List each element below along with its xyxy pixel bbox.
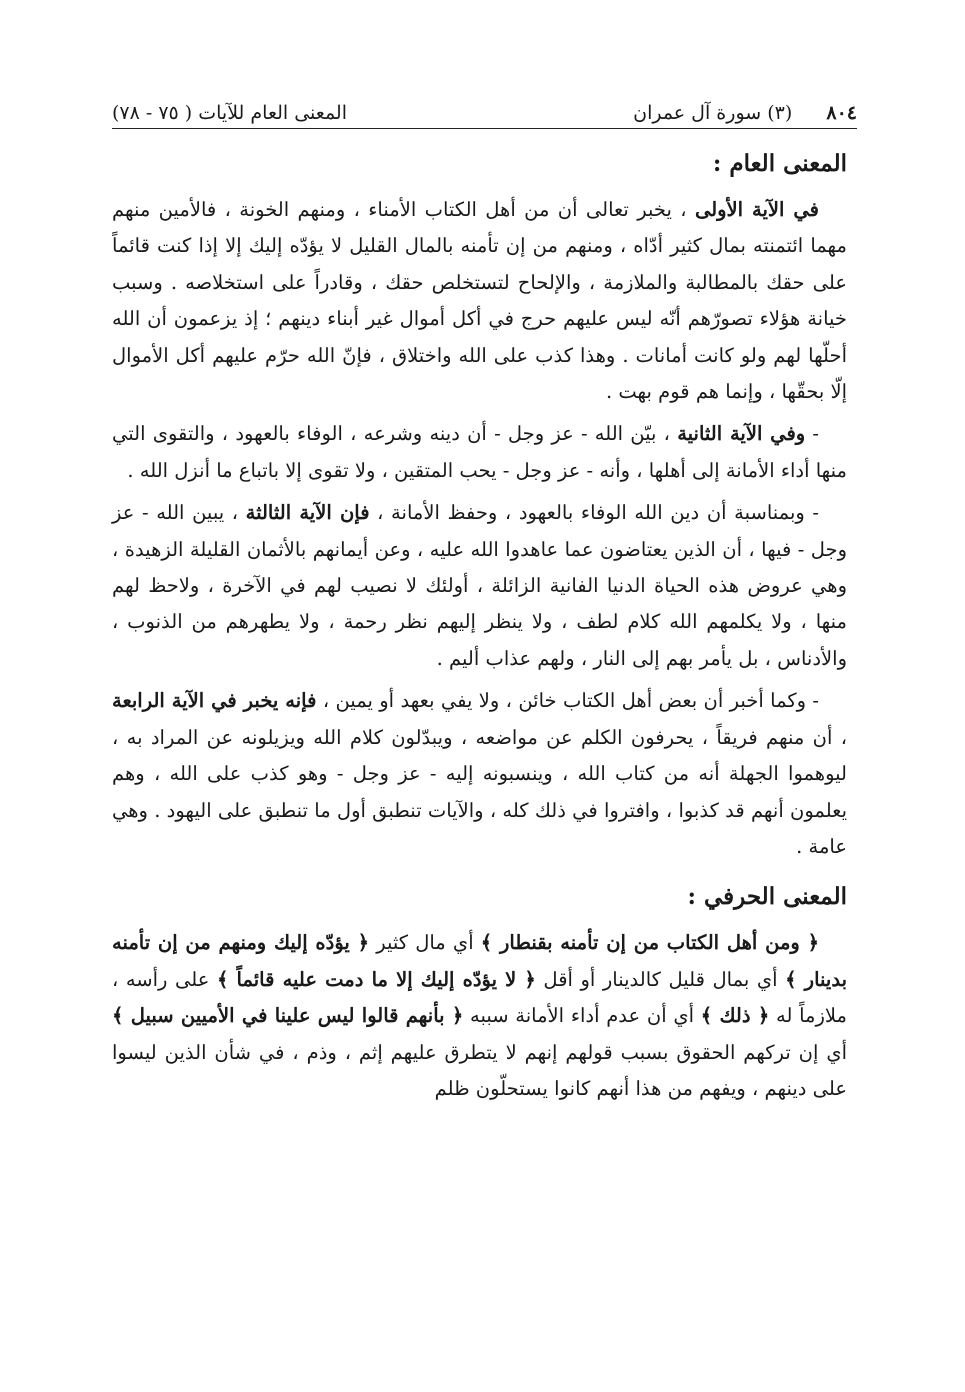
surah-name: (٣) سورة آل عمران bbox=[633, 102, 793, 124]
verse-4-label: فإنه يخبر في الآية الرابعة bbox=[112, 689, 317, 713]
explanation-4: أي أن عدم أداء الأمانة سببه bbox=[470, 1004, 695, 1028]
quran-quote-3: ﴿ لا يؤدّه إليك إلا ما دمت عليه قائماً ﴾ bbox=[216, 967, 536, 991]
paragraph-verse-4 bbox=[112, 683, 847, 865]
literal-meaning-heading: المعنى الحرفي : bbox=[687, 883, 847, 911]
verse-2-label: وفي الآية الثانية bbox=[677, 422, 806, 446]
explanation-3: على رأسه ، ملازماً له bbox=[112, 967, 847, 1028]
header-rule bbox=[112, 128, 857, 129]
quran-quote-2: ﴿ يؤدّه إليك ومنهم من إن تأمنه بدينار ﴾ bbox=[112, 931, 848, 991]
quran-quote-1: ﴿ ومن أهل الكتاب من إن تأمنه بقنطار ﴾ bbox=[480, 931, 819, 955]
page-number: ٨٠٤ bbox=[826, 102, 857, 124]
paragraph-verse-1 bbox=[112, 192, 847, 410]
header-left bbox=[112, 102, 347, 124]
verse-2-dash: - bbox=[812, 422, 820, 446]
verse-3-label: فإن الآية الثالثة bbox=[245, 501, 370, 525]
explanation-1: أي مال كثير bbox=[376, 931, 474, 955]
explanation-5: أي إن تركهم الحقوق بسبب قولهم إنهم لا يتطرق عليهم إثم ، وذم ، في شأن الذين ليسوا على دينهم ، ويفهم من هذا أنهم كانوا يستحلّون ظلم bbox=[112, 1040, 847, 1100]
verse-3-text: ، يبين الله - عز وجل - فيها ، أن الذين يعتاضون عما عاهدوا الله عليه ، وعن أيمانهم بالأثمان القليلة الزهيدة ، وهي عروض هذه الحياة الدنيا الفانية الزائلة ، أولئك لا نصيب لهم في الآخرة ، ولاحظ لهم منها ، ولا يكلمهم الله كلام لطف ، ولا ينظر إليهم نظر رحمة ، ولا يطهرهم من الذنوب ، والأدناس ، بل يأمر بهم إلى النار ، ولهم عذاب أليم . bbox=[112, 501, 847, 670]
running-header bbox=[112, 84, 857, 124]
paragraph-literal bbox=[112, 925, 847, 1107]
verse-4-text: ، أن منهم فريقاً ، يحرفون الكلم عن مواضعه ، ويبدّلون كلام الله ويزيلونه عن المراد به ، ليوهموا الجهلة أنه من كتاب الله ، وينسبونه إليه - عز وجل - وهو كذب على الله ، وهم يعلمون أنهم قد كذبوا ، وافتروا في ذلك كله ، والآيات تنطبق أول ما تنطبق على اليهود . وهي عامة . bbox=[112, 725, 847, 858]
quran-quote-5: ﴿ بأنهم قالوا ليس علينا في الأميين سبيل ﴾ bbox=[112, 1004, 464, 1028]
paragraph-verse-3 bbox=[112, 495, 847, 677]
quran-quote-4: ﴿ ذلك ﴾ bbox=[700, 1004, 770, 1028]
verse-1-text: ، يخبر تعالى أن من أهل الكتاب الأمناء ، ومنهم الخونة ، فالأمين منهم مهما ائتمنته بمال كثير أدّاه ، ومنهم من إن تأمنه بالمال القليل لا يؤدّه إليك إلا إذا كنت قائماً على حقك بالمطالبة والملازمة ، والإلحاح لتستخلص حقك ، وقادراً على استخلاصه . وسبب خيانة هؤلاء تصورّهم أنّه ليس عليهم حرج في أكل أموال غير أبناء دينهم ؛ إذ يزعمون أن الله أحلّها لهم ولو كانت أمانات . وهذا كذب على الله واختلاق ، فإنّ الله حرّم عليهم أكل الأموال إلّا بحقّها ، وإنما هم قوم بهت . bbox=[112, 198, 847, 404]
page-body bbox=[112, 140, 847, 1107]
verse-3-intro: - وبمناسبة أن دين الله الوفاء بالعهود ، وحفظ الأمانة ، bbox=[377, 501, 820, 525]
section-title: المعنى العام للآيات ( ٧٥ - ٧٨) bbox=[112, 102, 348, 124]
general-meaning-heading: المعنى العام : bbox=[712, 150, 847, 177]
verse-4-intro: - وكما أخبر أن بعض أهل الكتاب خائن ، ولا يفي بعهد أو يمين ، bbox=[322, 689, 820, 713]
verse-2-text: ، بيّن الله - عز وجل - أن دينه وشرعه ، الوفاء بالعهود ، والتقوى التي منها أداء الأمانة إلى أهلها ، وأنه - عز وجل - يحب المتقين ، ولا تقوى إلا باتباع ما أنزل الله . bbox=[112, 422, 847, 482]
paragraph-verse-2 bbox=[112, 416, 847, 489]
verse-1-label: في الآية الأولى bbox=[694, 198, 820, 221]
explanation-2: أي بمال قليل كالدينار أو أقل bbox=[543, 967, 778, 991]
header-right bbox=[633, 102, 857, 124]
